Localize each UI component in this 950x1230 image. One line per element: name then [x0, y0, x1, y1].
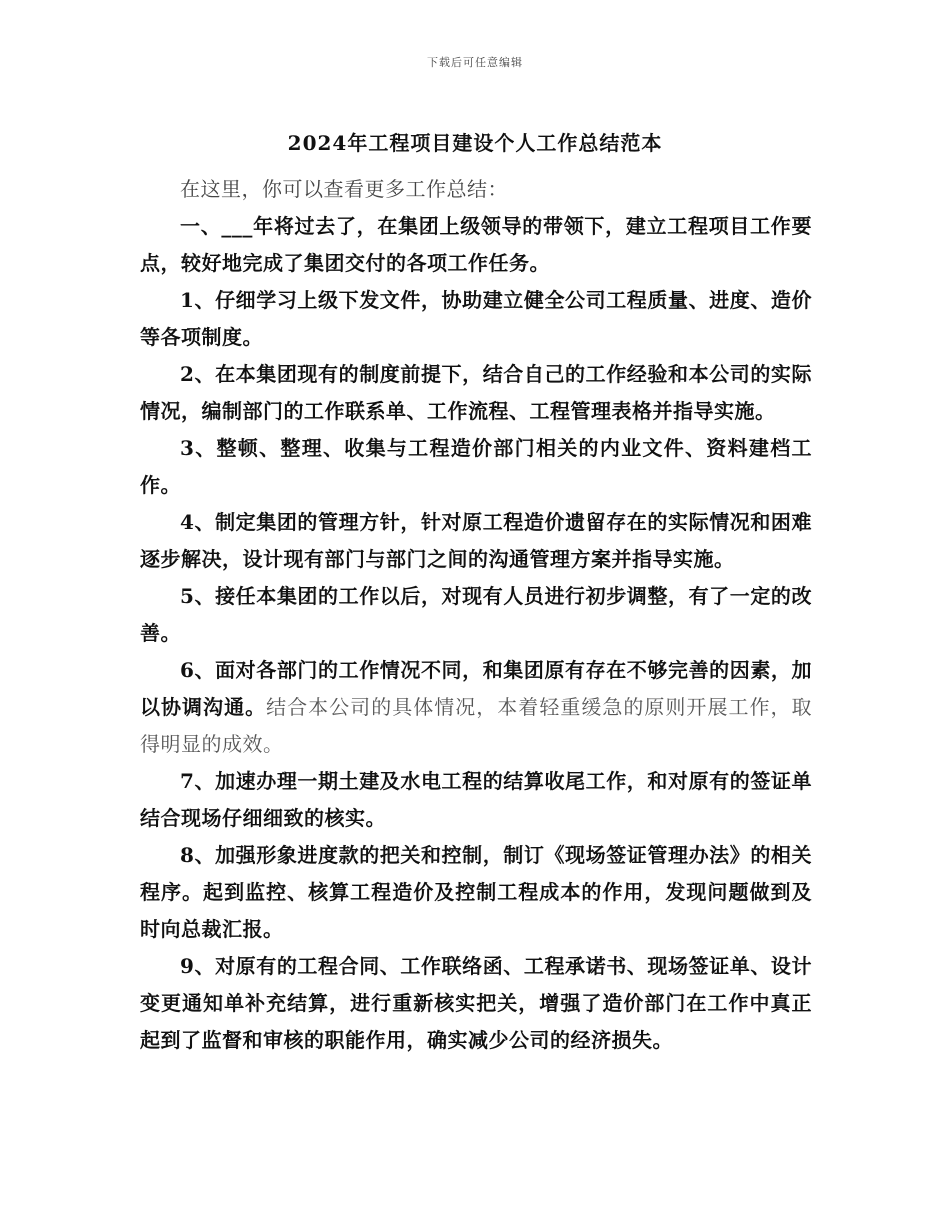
paragraph-item-2: 2、在本集团现有的制度前提下，结合自己的工作经验和本公司的实际情况，编制部门的工作联系单、工作流程、工程管理表格并指导实施。	[140, 362, 812, 423]
document-body	[140, 171, 812, 1059]
paragraph-item-5: 5、接任本集团的工作以后，对现有人员进行初步调整，有了一定的改善。	[140, 584, 812, 645]
paragraph-item-3: 3、整顿、整理、收集与工程造价部门相关的内业文件、资料建档工作。	[140, 436, 812, 497]
paragraph-item-8: 8、加强形象进度款的把关和控制，制订《现场签证管理办法》的相关程序。起到监控、核算工程造价及控制工程成本的作用，发现问题做到及时向总裁汇报。	[140, 843, 812, 941]
paragraph-item-4: 4、制定集团的管理方针，针对原工程造价遗留存在的实际情况和困难逐步解决，设计现有部门与部门之间的沟通管理方案并指导实施。	[140, 510, 812, 571]
paragraph-item-9: 9、对原有的工程合同、工作联络函、工程承诺书、现场签证单、设计变更通知单补充结算，进行重新核实把关，增强了造价部门在工作中真正起到了监督和审核的职能作用，确实减少公司的经济损失。	[140, 954, 812, 1052]
paragraph-item-6-bold: 6、面对各部门的工作情况不同，和集团原有存在不够完善的因素，加以协调沟通。	[140, 658, 812, 719]
paragraph-intro-year: 一、___年将过去了，在集团上级领导的带领下，建立工程项目工作要点，较好地完成了集团交付的各项工作任务。	[140, 214, 812, 275]
header-note: 下载后可任意编辑	[427, 56, 523, 69]
intro-paragraph: 在这里，你可以查看更多工作总结：	[180, 177, 508, 201]
paragraph-item-7: 7、加速办理一期土建及水电工程的结算收尾工作，和对原有的签证单结合现场仔细细致的核实。	[140, 769, 812, 830]
paragraph-item-6-light: 结合本公司的具体情况，本着轻重缓急的原则开展工作，取得明显的成效。	[140, 695, 813, 756]
paragraph-item-6	[140, 652, 812, 763]
paragraph-item-1: 1、仔细学习上级下发文件，协助建立健全公司工程质量、进度、造价等各项制度。	[140, 288, 812, 349]
document-title: 2024年工程项目建设个人工作总结范本	[287, 131, 663, 155]
